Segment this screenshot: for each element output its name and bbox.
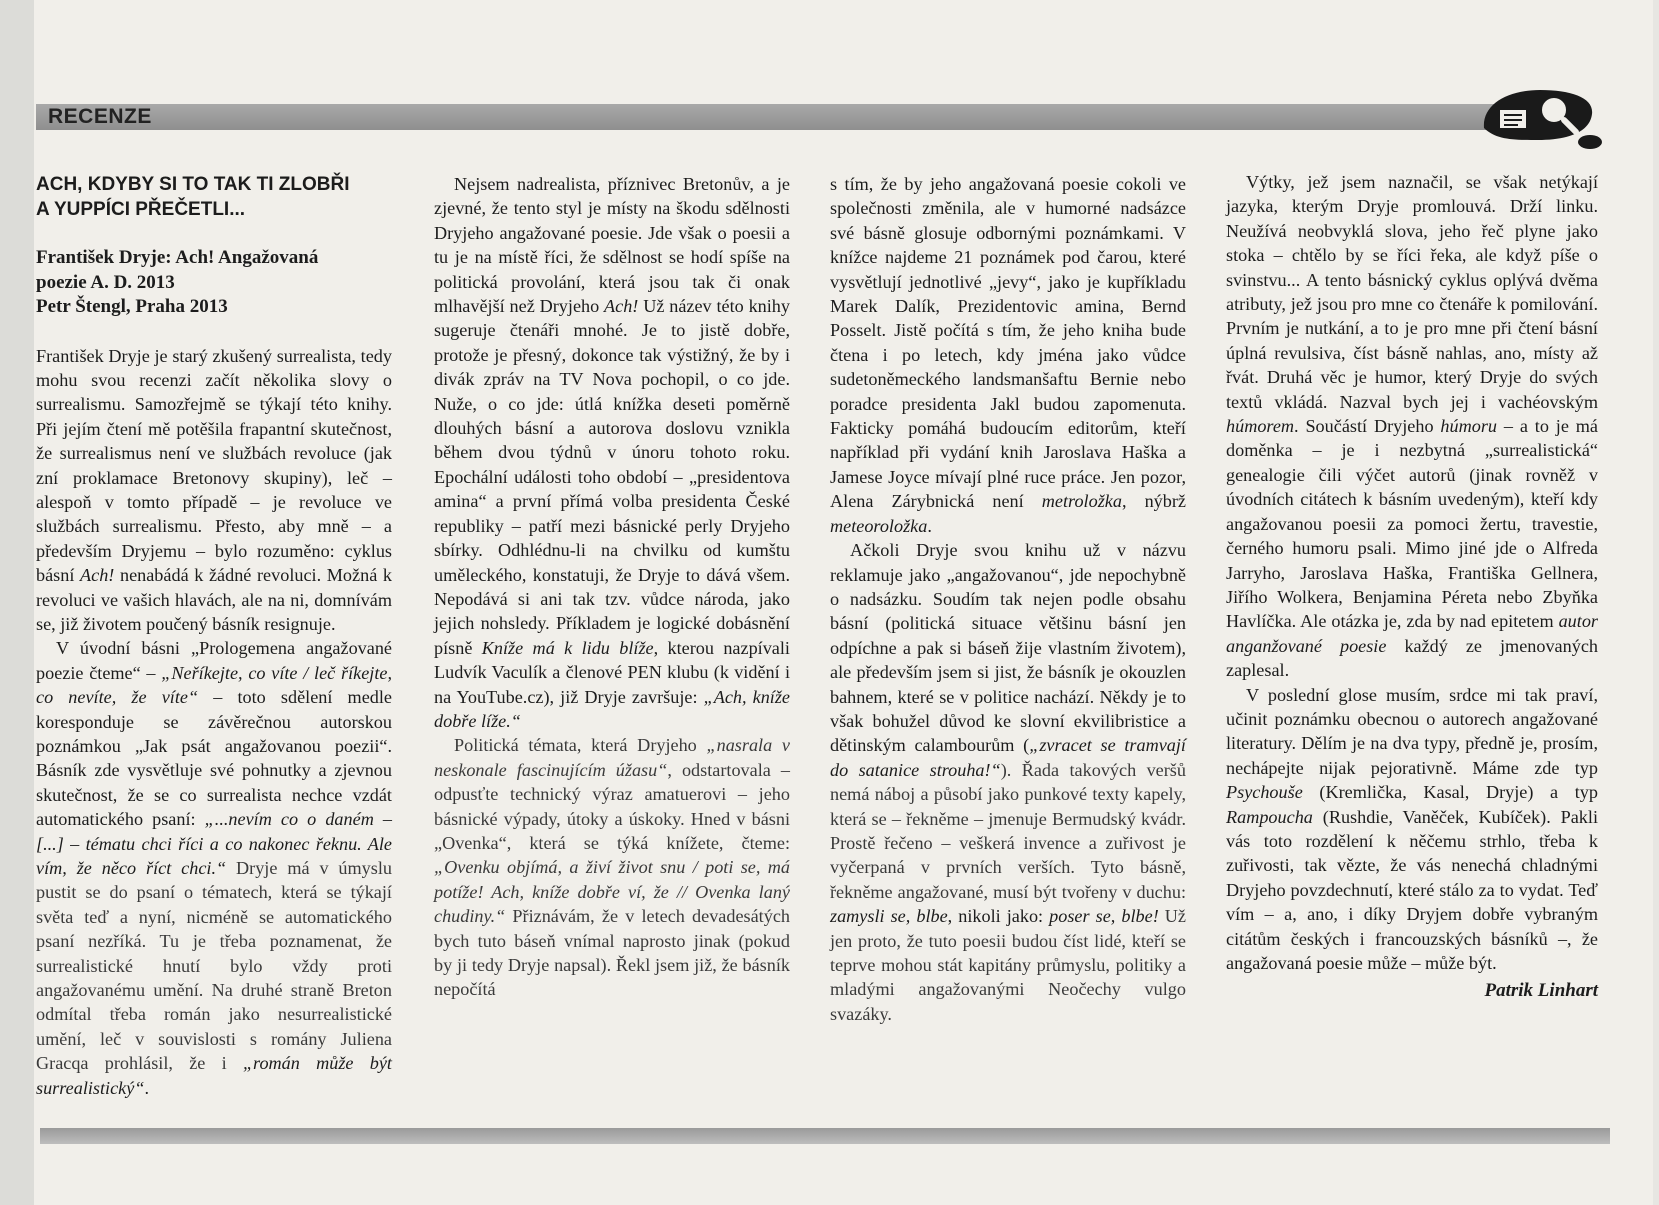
paragraph-5: Ačkoli Dryje svou knihu už v názvu reklamuje jako „angažovanou“, jde nepochybně o nadsázku. Soudím tak nejen podle obsahu básní (politická situace většinu básní jen odpíchne a pak si báseň žije vlastním životem), ale především jsem si jist, že básník je okouzlen bahnem, které se v politice nachází. Někdy je to však bohužel důvod ke slovní ekvilibristice a dětinským calambourům („zvracet se tramvají do satanice strouha!“). Řada takových veršů nemá náboj a působí jako punkové texty kapely, která se – řekněme – jmenuje Bermudský kvádr. Prostě řečeno – veškerá invence a zuřivost je vyčerpaná v prvních verších. Tyto básně, řekněme angažované, musí být tvořeny v duchu: zamysli se, blbe, nikoli jako: poser se, blbe! Už jen proto, že tuto poesii budou číst lidé, kteří se teprve mohou stát kapitány průmyslu, politiky a mladými angažovanými Neočechy vulgo svazáky.: [830, 540, 1187, 1024]
paragraph-7: V poslední glose musím, srdce mi tak praví, učinit poznámku obecnou o autorech angažované literatury. Dělím je na dva typy, předně je, prosím, nechápejte nijak pejorativně. Máme zde typ Psychouše (Kremlička, Kasal, Dryje) a typ Rampoucha (Rushdie, Vaněček, Kubíček). Pakli vás toto rozdělení k něčemu strhlo, třeba k zuřivosti, tak vězte, že vás nenechá chladnými Dryjeho povzdechnutí, které stálo za to vydat. Teď vím – a, ano, i díky Dryjem dobře vybraným citátům českých i francouzských básníků –, že angažovaná poesie může – může být.: [1226, 684, 1598, 973]
article-column-4: [1226, 170, 1598, 1004]
article-column-1: [36, 168, 392, 1100]
article-headline: [36, 172, 392, 222]
page-scan-edge-right: [1653, 0, 1659, 1205]
headline-line-1: ACH, KDYBY SI TO TAK TI ZLOBŘI: [36, 174, 350, 195]
book-title-line-2: poezie A. D. 2013: [36, 271, 175, 293]
magnifier-logo-icon: [1478, 84, 1606, 158]
author-signature: Patrik Linhart: [1484, 980, 1598, 1002]
book-title-line-1: František Dryje: Ach! Angažovaná: [36, 247, 319, 268]
paragraph-4-continued: s tím, že by jeho angažovaná poesie cokoli ve společnosti změnila, ale v humorné nadsázce své básně glosuje odbornými poznámkami. V knížce najdeme 21 poznámek pod čarou, které vysvětlují jednotlivé „jevy“, jako je kupříkladu Marek Dalík, Prezidentovic amina, Bernd Posselt. Jistě počítá s tím, že jeho kniha bude čtena i po letech, kdy jména jako vůdce sudetoněmeckého landsmanšaftu Bernie nebo poradce presidenta Jakl budou zapomenuta. Fakticky pomáhá budoucím editorům, kteří například při vydání knih Jaroslava Haška a Jamese Joyce mívají plné ruce práce. Jen pozor, Alena Zárybnická není metroložka, nýbrž meteoroložka.: [830, 174, 1186, 536]
page-scan-edge: [0, 0, 34, 1205]
section-label: RECENZE: [48, 105, 152, 128]
paragraph-3: Nejsem nadrealista, příznivec Bretonův, a je zjevné, že tento styl je místy na škodu sdělnosti Dryjeho angažované poesie. Jde však o poesii a tu je na místě říci, že sdělnost se hodí spíše na politická provolání, která jsou tak či onak mlhavější než Dryjeho Ach! Už název této knihy sugeruje čtenáři mnohé. Je to jistě dobře, protože je přesný, dokonce tak výstižný, že by i divák zpráv na TV Nova pochopil, o co jde. Nuže, o co jde: útlá knížka deseti poměrně dlouhých básní a autorova doslovu vznikla během dvou týdnů v únoru tohoto roku. Epochální události toho období – „presidentova amina“ a první přímá volba presidenta České republiky – patří mezi básnické perly Dryjeho sbírky. Odhlédnu-li na chvilku od kumštu uměleckého, konstatuji, že Dryje to dává všem. Nepodává si ani tak tzv. vůdce národa, jako jejich nohsledy. Příkladem je logické dobásnění písně Kníže má k lidu blíže, kterou nazpívali Ludvík Vaculík a členové PEN klubu (k vidění i na YouTube.cz), již Dryje završuje: „Ach, kníže dobře líže.“: [434, 174, 790, 731]
section-header-bar: [36, 104, 1516, 130]
paragraph-6: Výtky, jež jsem naznačil, se však netýkají jazyka, kterým Dryje promlouvá. Drží linku. Neužívá neobvyklá slova, jeho řeč plyne jako stoka – chtělo by se říci řeka, ale když píše o svinstvu... A tento básnický cyklus oplývá dvěma atributy, jež jsou pro mne co čtenáře k pomilování. Prvním je nutkání, a to je pro mne při čtení básní úplná revulsiva, číst básně nahlas, ano, místy až řvát. Druhá věc je humor, který Dryje do svých textů vkládá. Nazval bych jej i vachéovským húmorem. Součástí Dryjeho húmoru – a to je má doměnka – je i nezbytná „surrealistická“ genealogie čili výčet autorů (jinak rovněž v úvodních citátech k básním uvedeným), kteří kdy angažovanou poesii za pomoci žertu, travestie, černého humoru psali. Mimo jiné jde o Alfreda Jarryho, Jaroslava Haška, Františka Gellnera, Jiřího Wolkera, Benjamina Péreta nebo Zbyňka Havlíčka. Ale otázka je, zda by nad epitetem autor anganžované poesie každý ze jmenovaných zaplesal.: [1226, 172, 1598, 681]
paragraph-2: V úvodní básni „Prologemena angažované poezie čteme“ – „Neříkejte, co víte / leč říkejte, co nevíte, že víte“ – toto sdělení medle koresponduje se závěrečnou autorskou poznámkou „Jak psát angažovanou poezii“. Básník zde vysvětluje své pohnutky a zjevnou skutečnost, že se co surrealista nechce vzdát automatického psaní: „...nevím co o daném – [...] – tématu chci říci a co nakonec řeknu. Ale vím, že něco říct chci.“ Dryje má v úmyslu pustit se do psaní o tématech, která se týkají světa teď a nyní, nicméně se automatického psaní nezříká. Tu je třeba poznamenat, že surrealistické hnutí bylo vždy proti angažovanému umění. Na druhé straně Breton odmítal třeba román jako nesurrealistické umění, leč v souvislosti s romány Julienа Gracqa prohlásil, že i „román může být surrealistický“.: [36, 638, 392, 1098]
article-column-3: [830, 172, 1186, 1026]
headline-line-2: A YUPPÍCI PŘEČETLI...: [36, 199, 246, 220]
paragraph-4: Politická témata, která Dryjeho „nasrala v neskonale fascinujícím úžasu“, odstartovala – odpusťte technický výraz amatuerovi – jeho básnické výpady, útoky a úskoky. Hned v básni „Ovenka“, která se týká knížete, čteme: „Ovenku objímá, a živí život snu / poti se, má potíže! Ach, kníže dobře ví, že // Ovenka laný chudiny.“ Přiznávám, že v letech devadesátých bych tuto báseň vnímal naprosto jinak (pokud by ji tedy Dryje napsal). Řekl jsem již, že básník nepočítá: [434, 735, 790, 1000]
paragraph-1: František Dryje je starý zkušený surrealista, tedy mohu svou recenzi začít několika slovy o surrealismu. Samozřejmě se týkají této knihy. Při jejím čtení mě potěšila frapantní skutečnost, že surrealismus není ve službách revoluce (jak zní proklamace Bretonovy skupiny), leč – alespoň v tomto případě – je revoluce ve službách surrealismu. Přesto, aby mně – a především Dryjemu – bylo rozuměno: cyklus básní Ach! nenabádá k žádné revoluci. Možná k revoluci ve vašich hlavách, ale na ni, domnívám se, již životem poučený básník resignuje.: [36, 345, 392, 634]
bottom-rule: [40, 1128, 1610, 1144]
book-info: [36, 246, 392, 320]
article-column-2: [434, 172, 790, 1002]
book-publisher: Petr Štengl, Praha 2013: [36, 296, 228, 317]
